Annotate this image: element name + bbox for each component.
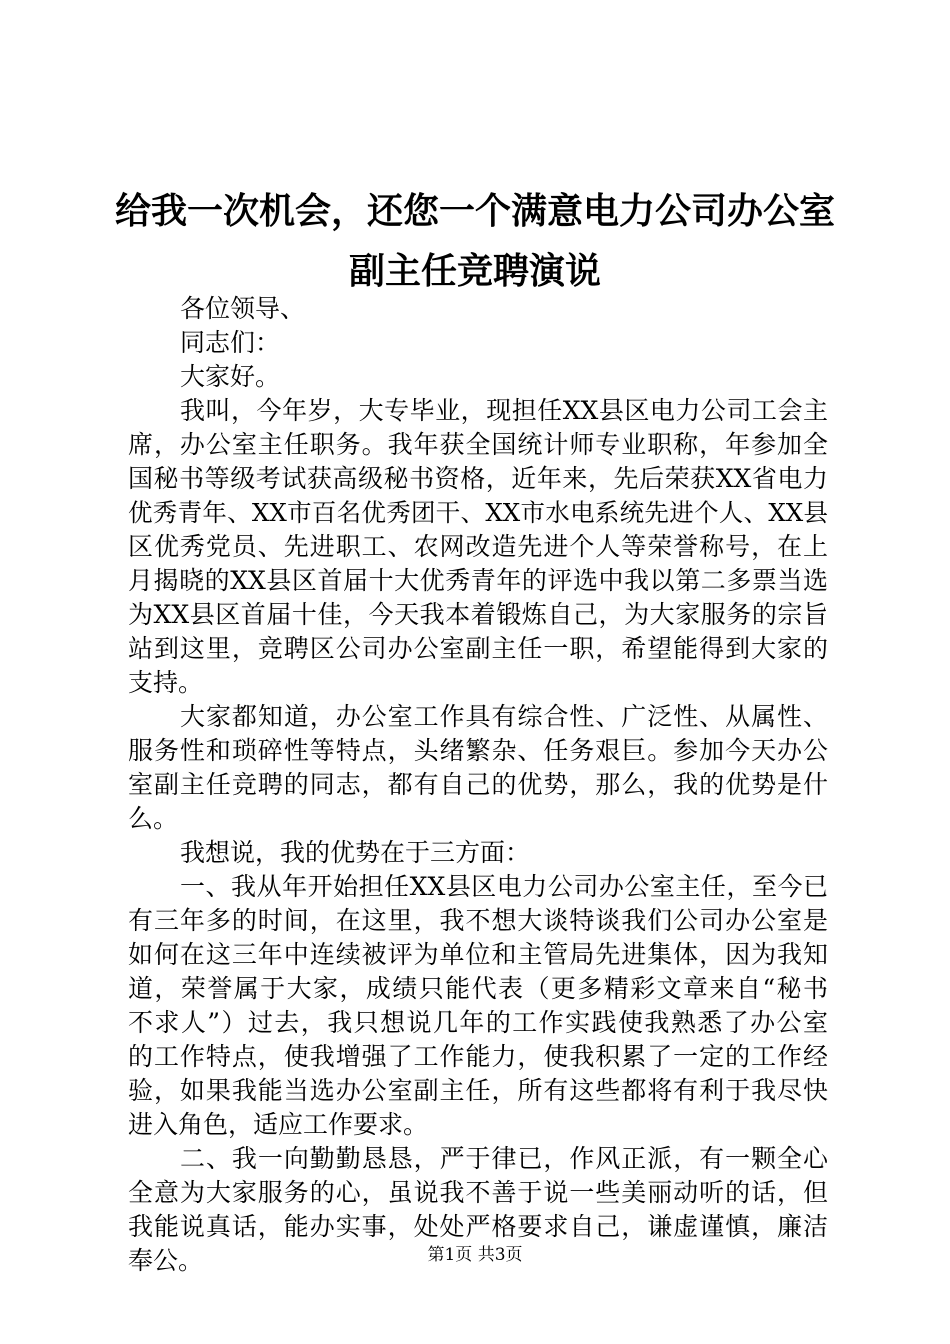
body-line: 优秀青年、XX市百名优秀团干、XX市水电系统先进个人、XX县: [128, 498, 828, 527]
body-line: 不求人”）过去，我只想说几年的工作实践使我熟悉了办公室: [128, 1008, 828, 1037]
body-line: 我能说真话，能办实事，处处严格要求自己，谦虚谨慎，廉洁: [128, 1212, 828, 1241]
body-line: 全意为大家服务的心，虽说我不善于说一些美丽动听的话，但: [128, 1178, 828, 1207]
body-line: 各位领导、: [180, 294, 306, 323]
body-line: 室副主任竞聘的同志，都有自己的优势，那么，我的优势是什: [128, 770, 828, 799]
body-line: 进入角色，适应工作要求。: [128, 1110, 429, 1139]
document-title: [100, 182, 850, 302]
title-line-2: 副主任竞聘演说: [348, 251, 601, 292]
body-line: 我想说，我的优势在于三方面：: [180, 838, 531, 867]
body-line: 大家都知道，办公室工作具有综合性、广泛性、从属性、: [180, 702, 828, 731]
title-line-1: 给我一次机会，还您一个满意电力公司办公室: [114, 191, 835, 232]
body-line: 区优秀党员、先进职工、农网改造先进个人等荣誉称号，在上: [128, 532, 828, 561]
body-line: 站到这里，竞聘区公司办公室副主任一职，希望能得到大家的: [128, 634, 828, 663]
body-line: 二、我一向勤勤恳恳，严于律已，作风正派，有一颗全心: [180, 1144, 828, 1173]
body-line: 验，如果我能当选办公室副主任，所有这些都将有利于我尽快: [128, 1076, 828, 1105]
body-line: 服务性和琐碎性等特点，头绪繁杂、任务艰巨。参加今天办公: [128, 736, 828, 765]
body-line: 道，荣誉属于大家，成绩只能代表（更多精彩文章来自“秘书: [128, 974, 828, 1003]
body-line: 支持。: [128, 668, 204, 697]
body-line: 为XX县区首届十佳，今天我本着锻炼自己，为大家服务的宗旨: [128, 600, 828, 629]
body-line: 月揭晓的XX县区首届十大优秀青年的评选中我以第二多票当选: [128, 566, 828, 595]
body-line: 奉公。: [128, 1246, 204, 1275]
body-line: 同志们：: [180, 328, 281, 357]
body-line: 有三年多的时间，在这里，我不想大谈特谈我们公司办公室是: [128, 906, 828, 935]
body-line: 席，办公室主任职务。我年获全国统计师专业职称，年参加全: [128, 430, 828, 459]
body-line: 么。: [128, 804, 179, 833]
body-line: 的工作特点，使我增强了工作能力，使我积累了一定的工作经: [128, 1042, 828, 1071]
document-body: [128, 292, 828, 1278]
body-line: 大家好。: [180, 362, 281, 391]
body-line: 一、我从年开始担任XX县区电力公司办公室主任，至今已: [180, 872, 828, 901]
body-line: 国秘书等级考试获高级秘书资格，近年来，先后荣获XX省电力: [128, 464, 828, 493]
body-line: 如何在这三年中连续被评为单位和主管局先进集体，因为我知: [128, 940, 828, 969]
body-line: 我叫，今年岁，大专毕业，现担任XX县区电力公司工会主: [180, 396, 828, 425]
page-footer: 第1页 共3页: [427, 1245, 523, 1265]
